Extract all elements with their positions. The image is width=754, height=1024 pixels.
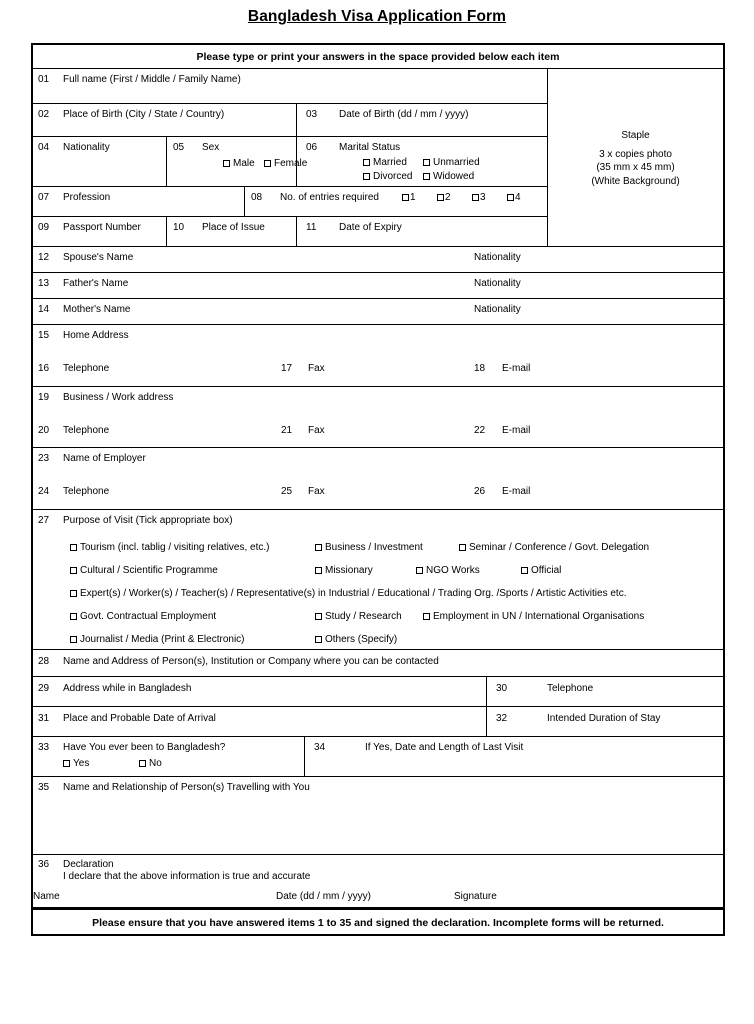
field-31-number: 31 bbox=[38, 713, 50, 724]
checkbox-icon[interactable] bbox=[70, 636, 77, 643]
birth-row bbox=[33, 104, 547, 137]
checkbox-icon[interactable] bbox=[315, 567, 322, 574]
field-12-nationality-label: Nationality bbox=[474, 252, 521, 263]
field-30-telephone[interactable] bbox=[487, 677, 723, 706]
checkbox-icon[interactable] bbox=[402, 194, 409, 201]
photo-staple-label: Staple bbox=[621, 130, 650, 141]
purpose-option-govt-contractual[interactable] bbox=[70, 611, 216, 622]
field-14-label: Mother's Name bbox=[63, 304, 131, 315]
field-36-number: 36 bbox=[38, 859, 50, 870]
field-01-label: Full name (First / Middle / Family Name) bbox=[63, 74, 241, 85]
form-instruction-banner: Please type or print your answers in the space provided below each item bbox=[33, 45, 723, 69]
checkbox-icon[interactable] bbox=[70, 613, 77, 620]
purpose-option-others[interactable] bbox=[315, 634, 397, 645]
address-in-bangladesh-row bbox=[33, 677, 723, 707]
field-21-number: 21 bbox=[281, 425, 293, 436]
field-29-number: 29 bbox=[38, 683, 50, 694]
field-22-label: E-mail bbox=[502, 425, 531, 436]
field-17-number: 17 bbox=[281, 363, 293, 374]
field-02-number: 02 bbox=[38, 109, 50, 120]
purpose-option-un-employment[interactable] bbox=[423, 611, 644, 622]
field-22-number: 22 bbox=[474, 425, 486, 436]
field-05-number: 05 bbox=[173, 142, 185, 153]
arrival-duration-row bbox=[33, 707, 723, 737]
field-03-number: 03 bbox=[306, 109, 318, 120]
field-05-sex[interactable] bbox=[167, 137, 308, 186]
purpose-option-journalist[interactable] bbox=[70, 634, 245, 645]
checkbox-icon[interactable] bbox=[315, 636, 322, 643]
field-14-number: 14 bbox=[38, 304, 50, 315]
field-17-label: Fax bbox=[308, 363, 325, 374]
field-26-number: 26 bbox=[474, 486, 486, 497]
checkbox-icon[interactable] bbox=[70, 567, 77, 574]
field-03-label: Date of Birth (dd / mm / yyyy) bbox=[339, 109, 469, 120]
purpose-option-un-employment-label: Employment in UN / International Organisations bbox=[433, 611, 645, 622]
previous-visit-row bbox=[33, 737, 723, 777]
field-25-label: Fax bbox=[308, 486, 325, 497]
personal-details-block bbox=[33, 69, 723, 247]
field-15-label: Home Address bbox=[63, 330, 129, 341]
purpose-option-expert-worker-teacher[interactable] bbox=[70, 588, 627, 599]
field-27-number: 27 bbox=[38, 515, 50, 526]
field-04-nationality[interactable] bbox=[33, 137, 167, 186]
purpose-option-official-label: Official bbox=[531, 565, 562, 576]
field-11-date-of-expiry[interactable] bbox=[297, 217, 547, 247]
checkbox-icon[interactable] bbox=[423, 173, 430, 180]
field-25-number: 25 bbox=[281, 486, 293, 497]
declaration-statement: I declare that the above information is true and accurate bbox=[63, 871, 311, 882]
been-to-bangladesh-option-no[interactable] bbox=[139, 758, 162, 769]
declaration-signature-label: Signature bbox=[454, 891, 497, 902]
checkbox-icon[interactable] bbox=[363, 159, 370, 166]
field-30-number: 30 bbox=[496, 683, 508, 694]
marital-option-widowed-label: Widowed bbox=[433, 171, 475, 182]
field-07-profession[interactable] bbox=[33, 187, 245, 216]
checkbox-icon[interactable] bbox=[70, 544, 77, 551]
form-footer-notice: Please ensure that you have answered items 1 to 35 and signed the declaration. Incomplete forms will be returned. bbox=[33, 908, 723, 934]
field-08-label: No. of entries required bbox=[280, 192, 379, 203]
checkbox-icon[interactable] bbox=[139, 760, 146, 767]
purpose-option-missionary-label: Missionary bbox=[325, 565, 373, 576]
field-19-label: Business / Work address bbox=[63, 392, 174, 403]
photo-size-label: (35 mm x 45 mm) bbox=[596, 162, 675, 173]
field-28-contact-person[interactable] bbox=[33, 650, 723, 677]
field-11-number: 11 bbox=[306, 222, 317, 233]
purpose-option-others-label: Others (Specify) bbox=[325, 634, 398, 645]
field-20-number: 20 bbox=[38, 425, 50, 436]
purpose-option-ngo-label: NGO Works bbox=[426, 565, 480, 576]
field-01-number: 01 bbox=[38, 74, 50, 85]
entries-option-3[interactable] bbox=[472, 192, 486, 203]
field-33-been-to-bangladesh[interactable] bbox=[33, 737, 305, 776]
field-23-label: Name of Employer bbox=[63, 453, 146, 464]
sex-option-female-label: Female bbox=[274, 158, 308, 169]
field-13-nationality-label: Nationality bbox=[474, 278, 521, 289]
field-29-label: Address while in Bangladesh bbox=[63, 683, 192, 694]
been-to-bangladesh-option-yes[interactable] bbox=[63, 758, 89, 769]
purpose-option-tourism[interactable] bbox=[70, 542, 270, 553]
field-34-number: 34 bbox=[314, 742, 326, 753]
field-34-last-visit[interactable] bbox=[305, 737, 723, 776]
field-31-label: Place and Probable Date of Arrival bbox=[63, 713, 216, 724]
checkbox-icon[interactable] bbox=[423, 613, 430, 620]
field-03-date-of-birth[interactable] bbox=[297, 104, 547, 136]
field-36-label: Declaration bbox=[63, 859, 114, 870]
field-28-number: 28 bbox=[38, 656, 50, 667]
field-09-label: Passport Number bbox=[63, 222, 141, 233]
checkbox-icon[interactable] bbox=[416, 567, 423, 574]
field-01-full-name[interactable] bbox=[33, 69, 547, 104]
field-08-entries-required[interactable] bbox=[245, 187, 547, 216]
marital-option-divorced-label: Divorced bbox=[373, 171, 413, 182]
field-12-spouse-name[interactable] bbox=[33, 247, 723, 273]
purpose-option-seminar-label: Seminar / Conference / Govt. Delegation bbox=[469, 542, 650, 553]
field-33-label: Have You ever been to Bangladesh? bbox=[63, 742, 226, 753]
field-06-number: 06 bbox=[306, 142, 318, 153]
checkbox-icon[interactable] bbox=[437, 194, 444, 201]
field-31-place-date-of-arrival[interactable] bbox=[33, 707, 487, 736]
field-13-label: Father's Name bbox=[63, 278, 129, 289]
field-33-number: 33 bbox=[38, 742, 50, 753]
nationality-sex-marital-row bbox=[33, 137, 547, 187]
employer-block bbox=[33, 448, 723, 510]
field-14-nationality-label: Nationality bbox=[474, 304, 521, 315]
entries-option-4-label: 4 bbox=[515, 192, 521, 203]
field-27-label: Purpose of Visit (Tick appropriate box) bbox=[63, 515, 233, 526]
visa-application-form bbox=[31, 43, 725, 936]
field-16-number: 16 bbox=[38, 363, 50, 374]
entries-option-4[interactable] bbox=[507, 192, 521, 203]
purpose-option-missionary[interactable] bbox=[315, 565, 373, 576]
entries-option-1-label: 1 bbox=[410, 192, 416, 203]
business-address-block bbox=[33, 387, 723, 448]
photo-placeholder-box bbox=[547, 69, 723, 247]
field-02-place-of-birth[interactable] bbox=[33, 104, 297, 136]
field-36-declaration bbox=[33, 855, 723, 908]
purpose-option-study-research[interactable] bbox=[315, 611, 402, 622]
checkbox-icon[interactable] bbox=[315, 544, 322, 551]
field-32-label: Intended Duration of Stay bbox=[547, 713, 661, 724]
marital-option-unmarried[interactable] bbox=[423, 157, 480, 168]
field-18-number: 18 bbox=[474, 363, 486, 374]
home-address-block bbox=[33, 325, 723, 387]
passport-row bbox=[33, 217, 547, 247]
checkbox-icon[interactable] bbox=[264, 160, 271, 167]
purpose-option-cultural[interactable] bbox=[70, 565, 218, 576]
checkbox-icon[interactable] bbox=[70, 590, 77, 597]
been-to-bangladesh-option-yes-label: Yes bbox=[73, 758, 90, 769]
entries-option-3-label: 3 bbox=[480, 192, 486, 203]
sex-option-male[interactable] bbox=[223, 158, 255, 169]
purpose-option-ngo[interactable] bbox=[416, 565, 480, 576]
field-10-number: 10 bbox=[173, 222, 185, 233]
checkbox-icon[interactable] bbox=[472, 194, 479, 201]
field-28-label: Name and Address of Person(s), Institution or Company where you can be contacted bbox=[63, 656, 439, 667]
field-06-marital-status[interactable] bbox=[297, 137, 547, 186]
purpose-option-tourism-label: Tourism (incl. tablig / visiting relatives, etc.) bbox=[80, 542, 270, 553]
field-16-label: Telephone bbox=[63, 363, 110, 374]
checkbox-icon[interactable] bbox=[315, 613, 322, 620]
field-08-number: 08 bbox=[251, 192, 263, 203]
purpose-option-study-research-label: Study / Research bbox=[325, 611, 402, 622]
field-21-label: Fax bbox=[308, 425, 325, 436]
field-15-number: 15 bbox=[38, 330, 50, 341]
marital-option-married[interactable] bbox=[363, 157, 407, 168]
field-12-number: 12 bbox=[38, 252, 50, 263]
marital-option-unmarried-label: Unmarried bbox=[433, 157, 480, 168]
purpose-option-business[interactable] bbox=[315, 542, 423, 553]
checkbox-icon[interactable] bbox=[363, 173, 370, 180]
field-13-father-name[interactable] bbox=[33, 273, 723, 299]
photo-background-label: (White Background) bbox=[591, 175, 680, 187]
field-19-number: 19 bbox=[38, 392, 50, 403]
field-06-label: Marital Status bbox=[339, 142, 401, 153]
purpose-option-business-label: Business / Investment bbox=[325, 542, 423, 553]
checkbox-icon[interactable] bbox=[507, 194, 514, 201]
purpose-option-seminar[interactable] bbox=[459, 542, 649, 553]
field-12-label: Spouse's Name bbox=[63, 252, 134, 263]
entries-option-2[interactable] bbox=[437, 192, 451, 203]
field-30-label: Telephone bbox=[547, 683, 594, 694]
field-05-label: Sex bbox=[202, 142, 220, 153]
field-18-label: E-mail bbox=[502, 363, 531, 374]
page-title: Bangladesh Visa Application Form bbox=[247, 8, 507, 25]
declaration-date-label: Date (dd / mm / yyyy) bbox=[276, 891, 372, 902]
checkbox-icon[interactable] bbox=[423, 159, 430, 166]
photo-copies-label: 3 x copies photo bbox=[599, 148, 672, 160]
field-04-number: 04 bbox=[38, 142, 50, 153]
field-13-number: 13 bbox=[38, 278, 50, 289]
checkbox-icon[interactable] bbox=[63, 760, 70, 767]
purpose-option-expert-worker-teacher-label: Expert(s) / Worker(s) / Teacher(s) / Representative(s) in Industrial / Educational / Trading Org. /Sports / Artistic Activities etc. bbox=[80, 588, 627, 599]
field-09-number: 09 bbox=[38, 222, 50, 233]
field-07-number: 07 bbox=[38, 192, 50, 203]
field-10-place-of-issue[interactable] bbox=[167, 217, 297, 247]
checkbox-icon[interactable] bbox=[459, 544, 466, 551]
field-09-passport-number[interactable] bbox=[33, 217, 167, 247]
field-27-purpose-of-visit bbox=[33, 510, 723, 650]
field-24-label: Telephone bbox=[63, 486, 110, 497]
declaration-name-label: Name bbox=[33, 891, 60, 902]
marital-option-married-label: Married bbox=[373, 157, 407, 168]
purpose-option-journalist-label: Journalist / Media (Print & Electronic) bbox=[80, 634, 245, 645]
field-35-travelling-companions[interactable] bbox=[33, 777, 723, 855]
field-34-label: If Yes, Date and Length of Last Visit bbox=[365, 742, 524, 753]
field-35-label: Name and Relationship of Person(s) Travelling with You bbox=[63, 782, 310, 793]
been-to-bangladesh-option-no-label: No bbox=[149, 758, 162, 769]
purpose-option-cultural-label: Cultural / Scientific Programme bbox=[80, 565, 218, 576]
purpose-option-official[interactable] bbox=[521, 565, 561, 576]
checkbox-icon[interactable] bbox=[223, 160, 230, 167]
field-04-label: Nationality bbox=[63, 142, 110, 153]
field-11-label: Date of Expiry bbox=[339, 222, 402, 233]
field-32-number: 32 bbox=[496, 713, 508, 724]
field-02-label: Place of Birth (City / State / Country) bbox=[63, 109, 225, 120]
marital-option-widowed[interactable] bbox=[423, 171, 474, 182]
field-26-label: E-mail bbox=[502, 486, 531, 497]
field-24-number: 24 bbox=[38, 486, 50, 497]
entries-option-2-label: 2 bbox=[445, 192, 451, 203]
purpose-option-govt-contractual-label: Govt. Contractual Employment bbox=[80, 611, 217, 622]
field-07-label: Profession bbox=[63, 192, 111, 203]
field-20-label: Telephone bbox=[63, 425, 110, 436]
field-32-intended-duration[interactable] bbox=[487, 707, 723, 736]
profession-entries-row bbox=[33, 187, 547, 217]
field-14-mother-name[interactable] bbox=[33, 299, 723, 325]
checkbox-icon[interactable] bbox=[521, 567, 528, 574]
field-10-label: Place of Issue bbox=[202, 222, 265, 233]
field-23-number: 23 bbox=[38, 453, 50, 464]
field-29-address-in-bangladesh[interactable] bbox=[33, 677, 487, 706]
marital-option-divorced[interactable] bbox=[363, 171, 412, 182]
entries-option-1[interactable] bbox=[402, 192, 416, 203]
field-35-number: 35 bbox=[38, 782, 50, 793]
sex-option-male-label: Male bbox=[233, 158, 255, 169]
